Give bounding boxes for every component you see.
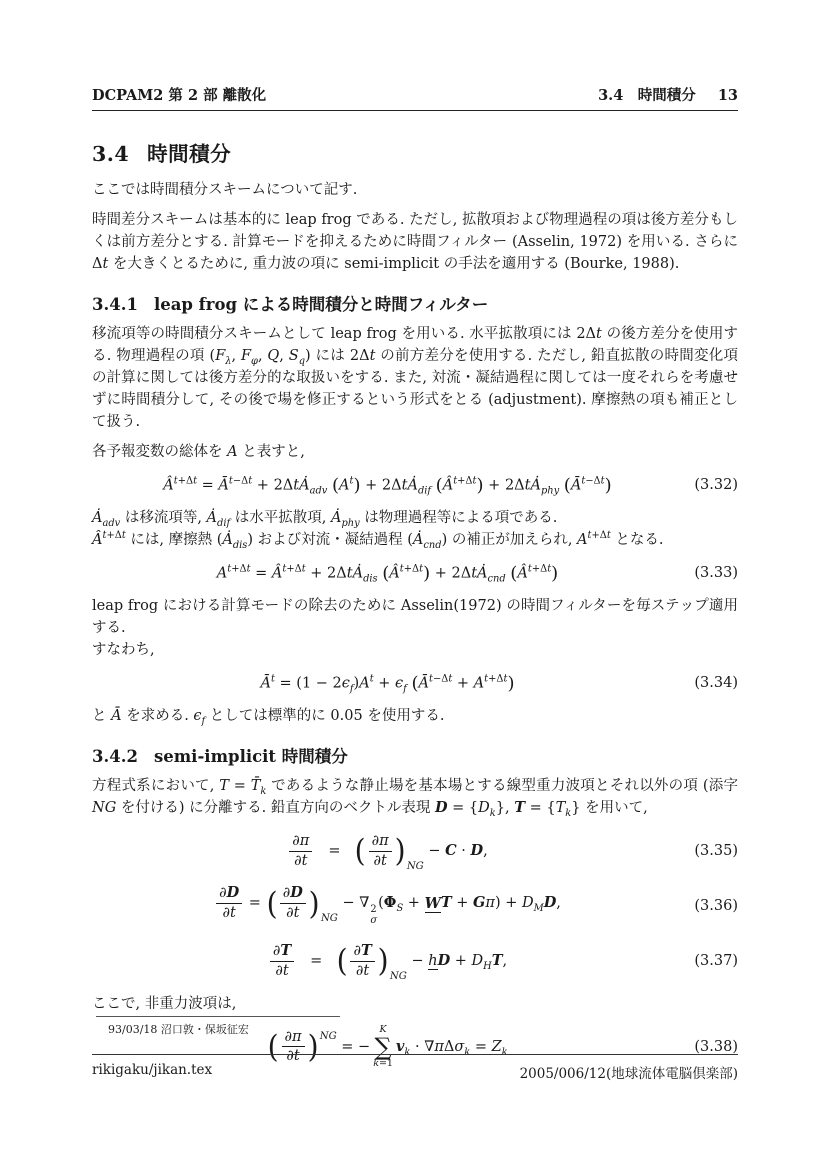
subsection-title: semi-implicit 時間積分 [153, 747, 348, 766]
subsection-heading-341 [92, 291, 738, 315]
equation-number: (3.32) [694, 477, 738, 493]
header-right-group [598, 84, 738, 105]
footnote-rule [96, 1016, 340, 1017]
paragraph-variables-intro: 各予報変数の総体を A と表すと, [92, 444, 305, 460]
paragraph-intro: ここでは時間積分スキームについて記す. [92, 182, 358, 198]
running-header [92, 0, 738, 105]
paragraph-term-descriptions: $Ȧ_{adv}$ は移流項等, $Ȧ_{dif}$ は水平拡散項, $Ȧ_{phy}$ は物理過程等による項である. $Â^{t+\Delta t}$ には, 摩擦熱 $(Ȧ_{dis})$ および対流・凝結過程 $(Ȧ_{cnd})$ の補正が加えられ, $A^{t+\Delta t}$ となる. [92, 510, 664, 551]
equation-3-37 [92, 938, 738, 984]
section-heading [92, 137, 738, 167]
equation-number: (3.35) [694, 843, 738, 859]
equation-3-33 [92, 558, 738, 588]
subsection-number: 3.4.1 [92, 295, 138, 314]
equation-number: (3.37) [694, 953, 738, 969]
subsection-title: leap frog による時間積分と時間フィルター [153, 295, 489, 314]
page-number: 13 [717, 87, 738, 104]
equation-body: $Â^{t+\Delta t}$ = $Ā^{t-\Delta t}$ + 2ΔtȦ$_{adv}$ $(A^t)$ + 2ΔtȦ$_{dif}$ $(Â^{t+\Delta t})$ + 2ΔtȦ$_{phy}$ $(Ā^{t-\Delta t})$ [163, 474, 612, 496]
section-title: 時間積分 [147, 142, 232, 166]
equation-3-35 [92, 828, 738, 874]
page-footer [92, 1054, 738, 1082]
footer-line [92, 1062, 738, 1082]
paragraph-asselin-filter: leap frog における計算モードの除去のために Asselin(1972) の時間フィルターを毎ステップ適用する. すなわち, [92, 598, 738, 658]
equation-3-34 [92, 668, 738, 698]
section-number: 3.4 [92, 142, 130, 166]
footnote-text: 93/03/18 沼口敦・保坂征宏 [108, 1023, 249, 1036]
footer-rule [92, 1054, 738, 1055]
paragraph-leapfrog-scheme: 移流項等の時間積分スキームとして leap frog を用いる. 水平拡散項には 2Δt の後方差分を使用する. 物理過程の項 ($F_\lambda$, $F_\varphi$, Q, $S_q$) には 2Δt の前方差分を使用する. ただし, 鉛直拡散の時間変化項の計算に関しては後方差分的な取扱いをする. また, 対流・凝結過程に関しては一度それらを考慮せずに時間積分して, その後で場を修正するという形式をとる (adjustment). 摩擦熱の項も補正として扱う. [92, 326, 739, 430]
paragraph-nongravity-intro: ここで, 非重力波項は, [92, 996, 237, 1012]
equation-3-32 [92, 470, 738, 500]
equation-3-36 [92, 883, 738, 929]
equation-body: $\frac{\partial\pi}{\partial t}$ = ( $\frac{\partial\pi}{\partial t}$ ) $_{NG}$ − C · D, [287, 833, 542, 869]
equation-body: ( $\frac{\partial\pi}{\partial t}$ ) $^{NG}$ = − K ∑ k=1 $v_k \cdot \nabla\pi\Delta\sigma_k = Z_k$ [267, 1024, 508, 1070]
paragraph-semi-implicit-intro: 方程式系において, $T = T̄_k$ であるような静止場を基本場とする線型重力波項とそれ以外の項 (添字 NG を付ける) に分離する. 鉛直方向のベクトル表現 $D = \{D_k\}$, $T = \{T_k\}$ を用いて, [92, 778, 739, 819]
header-left-title: DCPAM2 第 2 部 離散化 [92, 87, 267, 104]
equation-body: $\frac{\partial T}{\partial t}$ = ( $\frac{\partial T}{\partial t}$ ) $_{NG}$ − hD + $D_HT$, [268, 943, 562, 979]
header-rule [92, 110, 738, 111]
page-content [92, 0, 738, 1079]
subsection-number: 3.4.2 [92, 747, 138, 766]
footer-date-credit: 2005/006/12(地球流体電脳倶楽部) [519, 1066, 738, 1082]
footer-filename: rikigaku/jikan.tex [92, 1062, 213, 1078]
equation-body: $Ā^t = (1 - 2\epsilon_f)A^t + \epsilon_f$ $(Ā^{t-\Delta t} + A^{t+\Delta t})$ [260, 672, 515, 694]
equation-body: $A^{t+\Delta t}$ = $Â^{t+\Delta t}$ + 2ΔtȦ$_{dis}$ $(Â^{t+\Delta t})$ + 2ΔtȦ$_{cnd}$ $(Â^{t+\Delta t})$ [216, 562, 559, 584]
paragraph-overview: 時間差分スキームは基本的に leap frog である. ただし, 拡散項および物理過程の項は後方差分もしくは前方差分とする. 計算モードを抑えるために時間フィルター (Asselin, 1972) を用いる. さらに Δt を大きくとるために, 重力波の項に semi-implicit の手法を適用する (Bourke, 1988). [92, 212, 738, 272]
equation-number: (3.34) [694, 675, 738, 691]
footnote-block [92, 1016, 738, 1037]
equation-body: $\frac{\partial D}{\partial t}$ = ( $\frac{\partial D}{\partial t}$ ) $_{NG}$ − ∇ 2 σ ($\Phi_S$ + WT + $G\pi) + D_MD$, [214, 885, 616, 926]
equation-number: (3.38) [694, 1039, 738, 1055]
header-section-label: 3.4 時間積分 [598, 87, 696, 104]
paragraph-epsilon-value: と Ā を求める. $\epsilon_f$ としては標準的に 0.05 を使用する. [92, 708, 445, 727]
equation-number: (3.36) [694, 898, 738, 914]
subsection-heading-342 [92, 743, 738, 767]
equation-number: (3.33) [694, 565, 738, 581]
